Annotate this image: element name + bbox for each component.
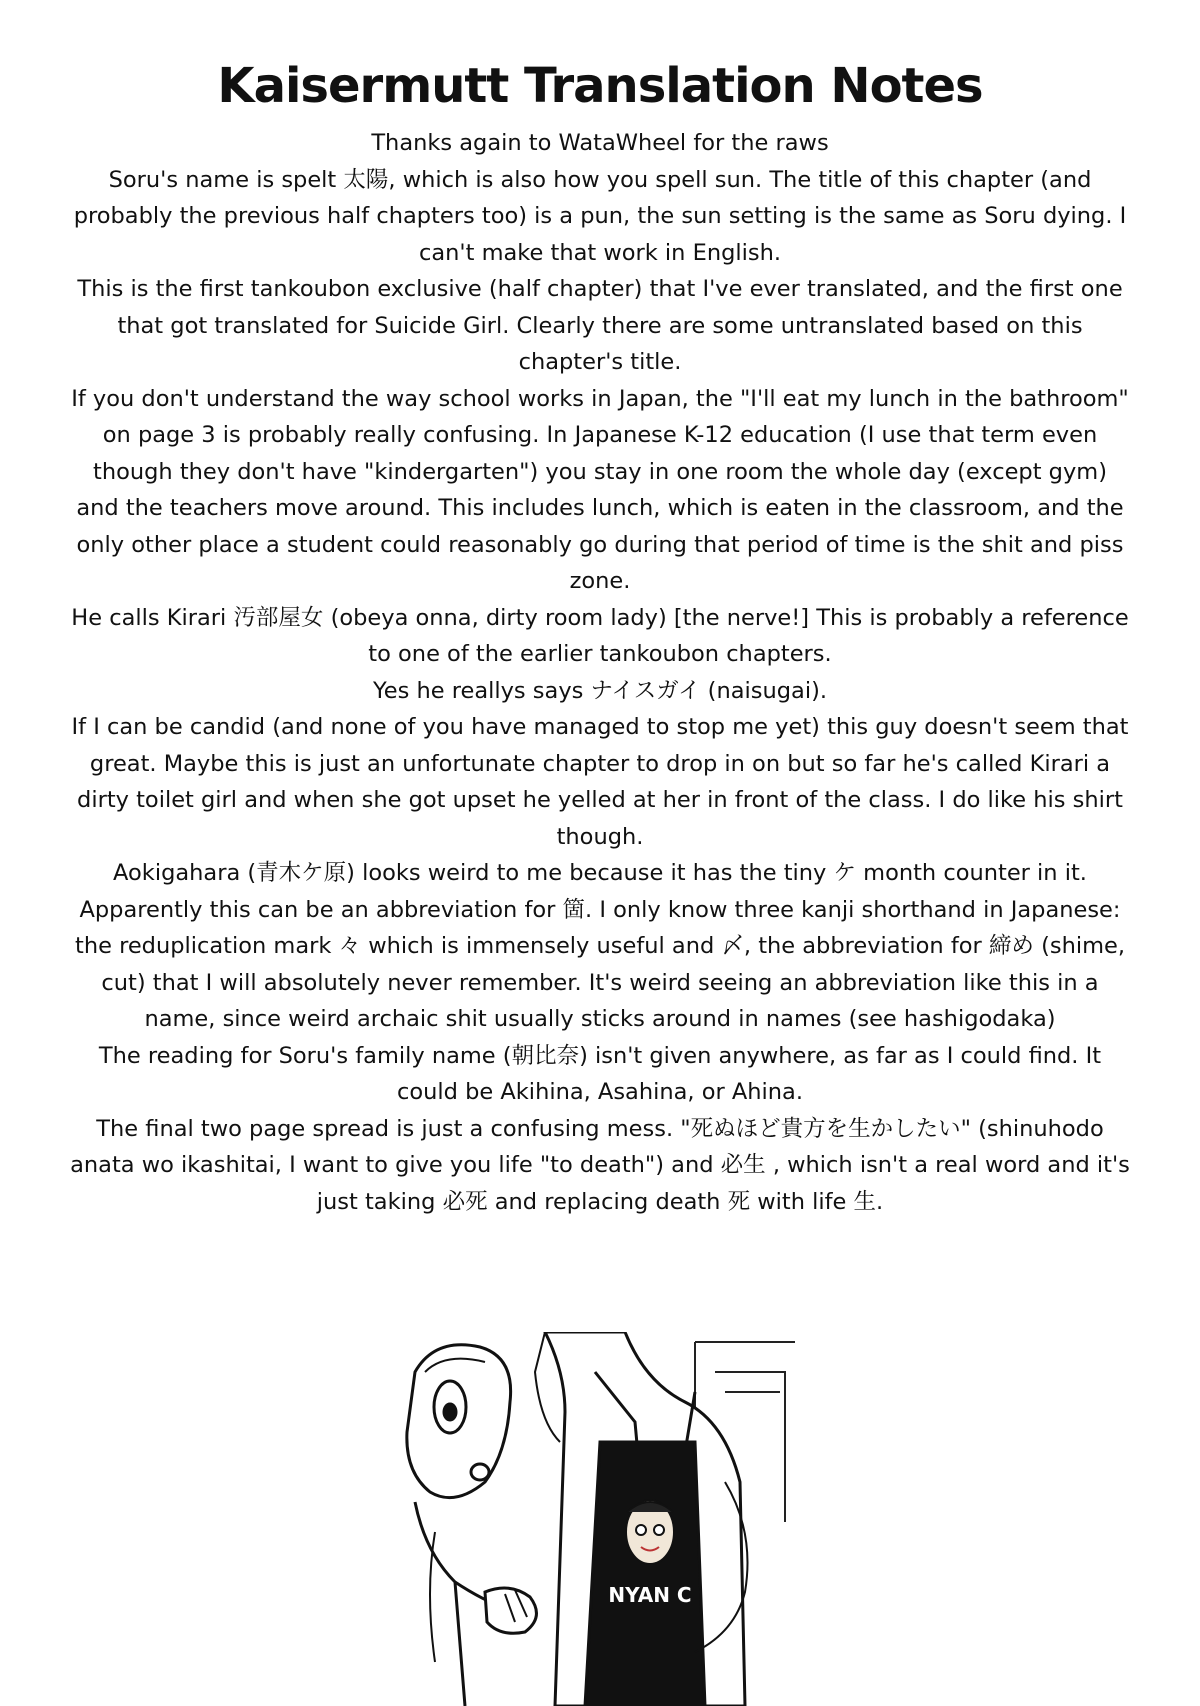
note-paragraph: Yes he reallys says ナイスガイ (naisugai). (373, 677, 827, 704)
shirt-print-face (626, 1500, 674, 1564)
note-paragraph: The final two page spread is just a confusing mess. "死ぬほど貴方を生かしたい" (shinuhodo anata wo ikashitai, I want to give you life "to death") and 必生 , which isn't a real word and it's just taking 必死 and replacing death 死 with life 生. (70, 1115, 1130, 1215)
shirt-print-text: NYAN C (608, 1583, 692, 1607)
girl-figure (407, 1345, 515, 1706)
note-paragraph: Aokigahara (青木ケ原) looks weird to me because it has the tiny ケ month counter in it. Apparently this can be an abbreviation for 箇. I only know three kanji shorthand in Japanese: the reduplication mark 々 which is immensely useful and 〆, the abbreviation for 締め (shime, cut) that I will absolutely never remember. It's weird seeing an abbreviation like this in a name, since weird archaic shit usually sticks around in names (see hashigodaka) (75, 860, 1125, 1032)
note-paragraph: If you don't understand the way school works in Japan, the "I'll eat my lunch in the bathroom" on page 3 is probably really confusing. In Japanese K-12 education (I use that term even though they don't have "kindergarten") you stay in one room the whole day (except gym) and the teachers move around. This includes lunch, which is eaten in the classroom, and the only other place a student could reasonably go during that period of time is the shit and piss zone. (71, 385, 1129, 594)
note-paragraph: He calls Kirari 汚部屋女 (obeya onna, dirty room lady) [the nerve!] This is probably a reference to one of the earlier tankoubon chapters. (71, 604, 1129, 667)
note-paragraph: This is the first tankoubon exclusive (half chapter) that I've ever translated, and the first one that got translated for Suicide Girl. Clearly there are some untranslated based on this chapter's title. (77, 276, 1123, 375)
page-title: Kaisermutt Translation Notes (217, 58, 983, 114)
manga-panel-illustration (395, 1332, 805, 1706)
note-paragraph: If I can be candid (and none of you have managed to stop me yet) this guy doesn't seem that great. Maybe this is just an unfortunate chapter to drop in on but so far he's called Kirari a dirty toilet girl and when she got upset he yelled at her in front of the class. I do like his shirt though. (71, 714, 1129, 850)
note-paragraph: Thanks again to WataWheel for the raws (371, 130, 829, 156)
note-paragraph: The reading for Soru's family name (朝比奈) isn't given anywhere, as far as I could find. It could be Akihina, Asahina, or Ahina. (98, 1042, 1102, 1105)
hand-drawing (485, 1588, 536, 1633)
note-paragraph: Soru's name is spelt 太陽, which is also how you spell sun. The title of this chapter (and probably the previous half chapters too) is a pun, the sun setting is the same as Soru dying. I can't make that work in English. (73, 166, 1127, 266)
notes-body (70, 125, 1130, 1220)
